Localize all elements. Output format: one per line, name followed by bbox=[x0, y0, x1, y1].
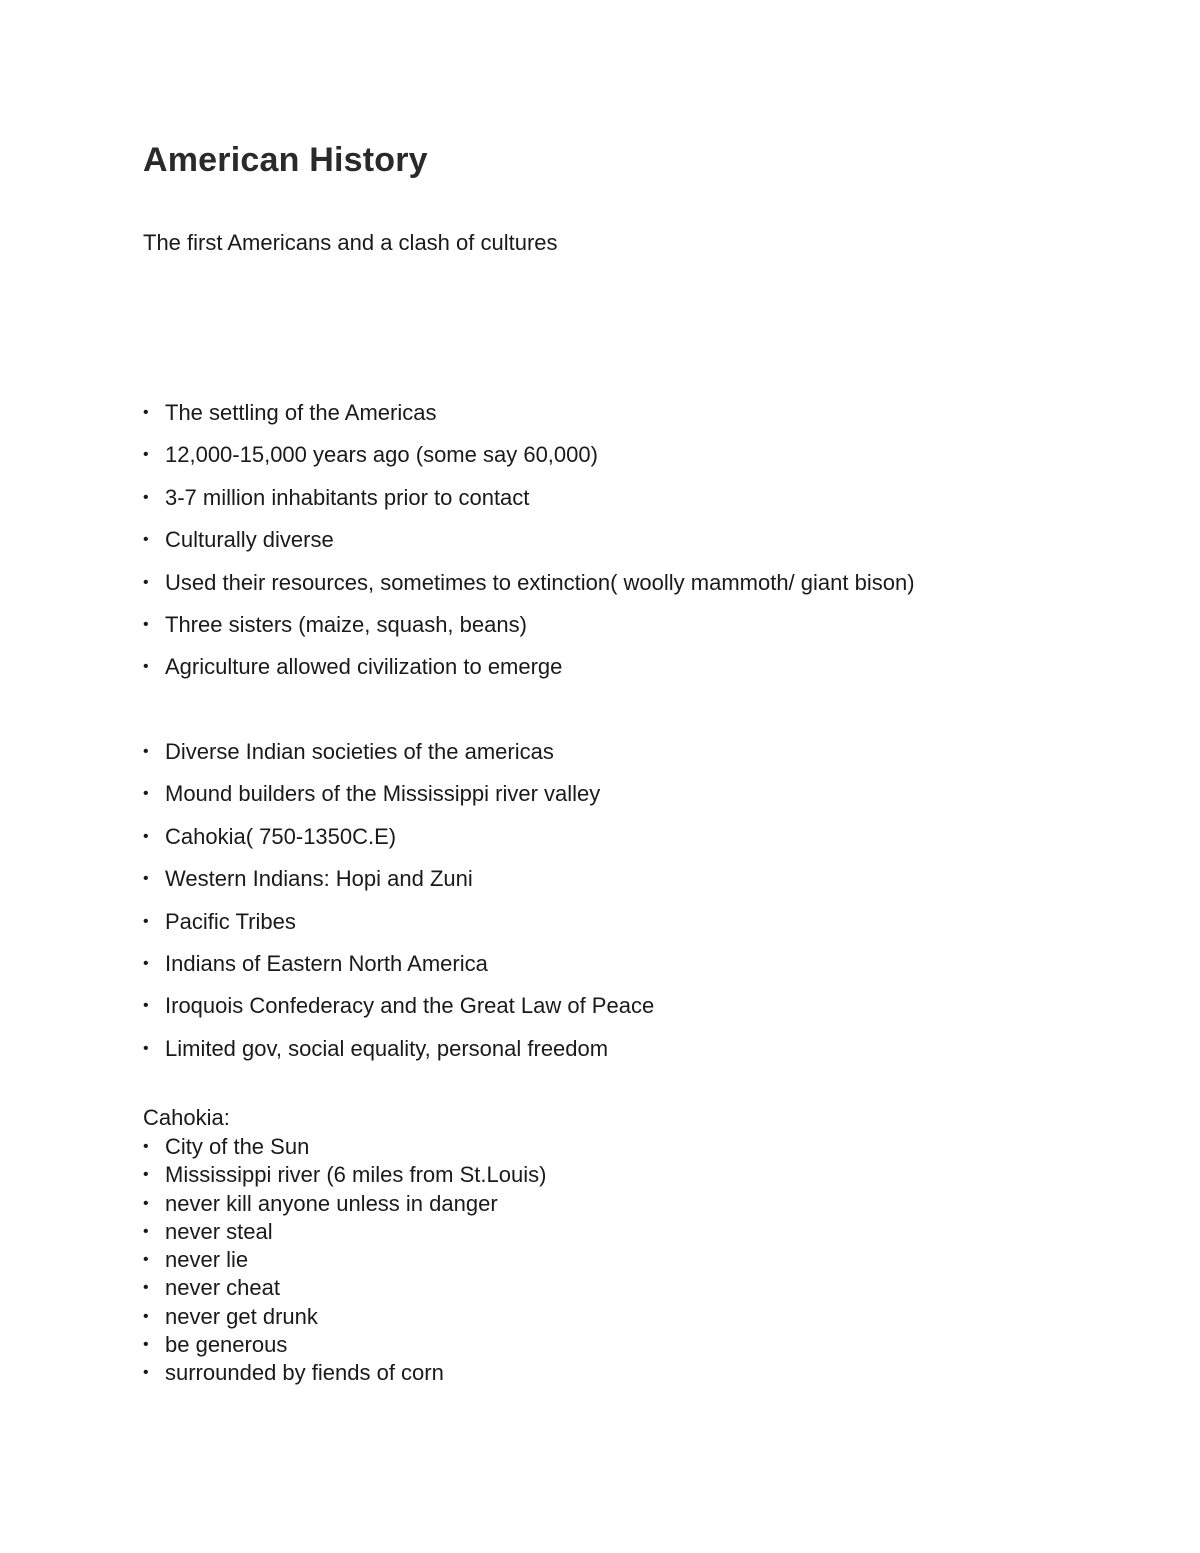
list-item: • Pacific Tribes bbox=[143, 908, 654, 950]
list-item: • never kill anyone unless in danger bbox=[143, 1190, 546, 1218]
list-item: • never lie bbox=[143, 1246, 546, 1274]
list-item: • Cahokia( 750-1350C.E) bbox=[143, 823, 654, 865]
list-item: • surrounded by fiends of corn bbox=[143, 1359, 546, 1387]
list-item: • Used their resources, sometimes to extinction( woolly mammoth/ giant bison) bbox=[143, 569, 915, 611]
list-item: • Limited gov, social equality, personal freedom bbox=[143, 1035, 654, 1077]
list-item: • never cheat bbox=[143, 1274, 546, 1302]
cahokia-bullet-list bbox=[143, 1133, 546, 1388]
list-item: • Diverse Indian societies of the americas bbox=[143, 738, 654, 780]
list-item: • Culturally diverse bbox=[143, 526, 915, 568]
list-item: • never get drunk bbox=[143, 1303, 546, 1331]
list-item: • City of the Sun bbox=[143, 1133, 546, 1161]
list-item: • 3-7 million inhabitants prior to contact bbox=[143, 484, 915, 526]
list-item: • never steal bbox=[143, 1218, 546, 1246]
list-item: • The settling of the Americas bbox=[143, 399, 915, 441]
list-item: • Agriculture allowed civilization to emerge bbox=[143, 653, 915, 695]
list-item: • Mound builders of the Mississippi river valley bbox=[143, 780, 654, 822]
document-title: American History bbox=[143, 141, 428, 179]
list-item: • Three sisters (maize, squash, beans) bbox=[143, 611, 915, 653]
societies-bullet-list bbox=[143, 738, 654, 1077]
document-subtitle: The first Americans and a clash of cultures bbox=[143, 230, 558, 255]
list-item: • Mississippi river (6 miles from St.Louis) bbox=[143, 1161, 546, 1189]
list-item: • Western Indians: Hopi and Zuni bbox=[143, 865, 654, 907]
list-item: • be generous bbox=[143, 1331, 546, 1359]
list-item: • 12,000-15,000 years ago (some say 60,000) bbox=[143, 441, 915, 483]
cahokia-heading: Cahokia: bbox=[143, 1105, 230, 1130]
list-item: • Indians of Eastern North America bbox=[143, 950, 654, 992]
settling-bullet-list bbox=[143, 399, 915, 696]
list-item: • Iroquois Confederacy and the Great Law of Peace bbox=[143, 992, 654, 1034]
